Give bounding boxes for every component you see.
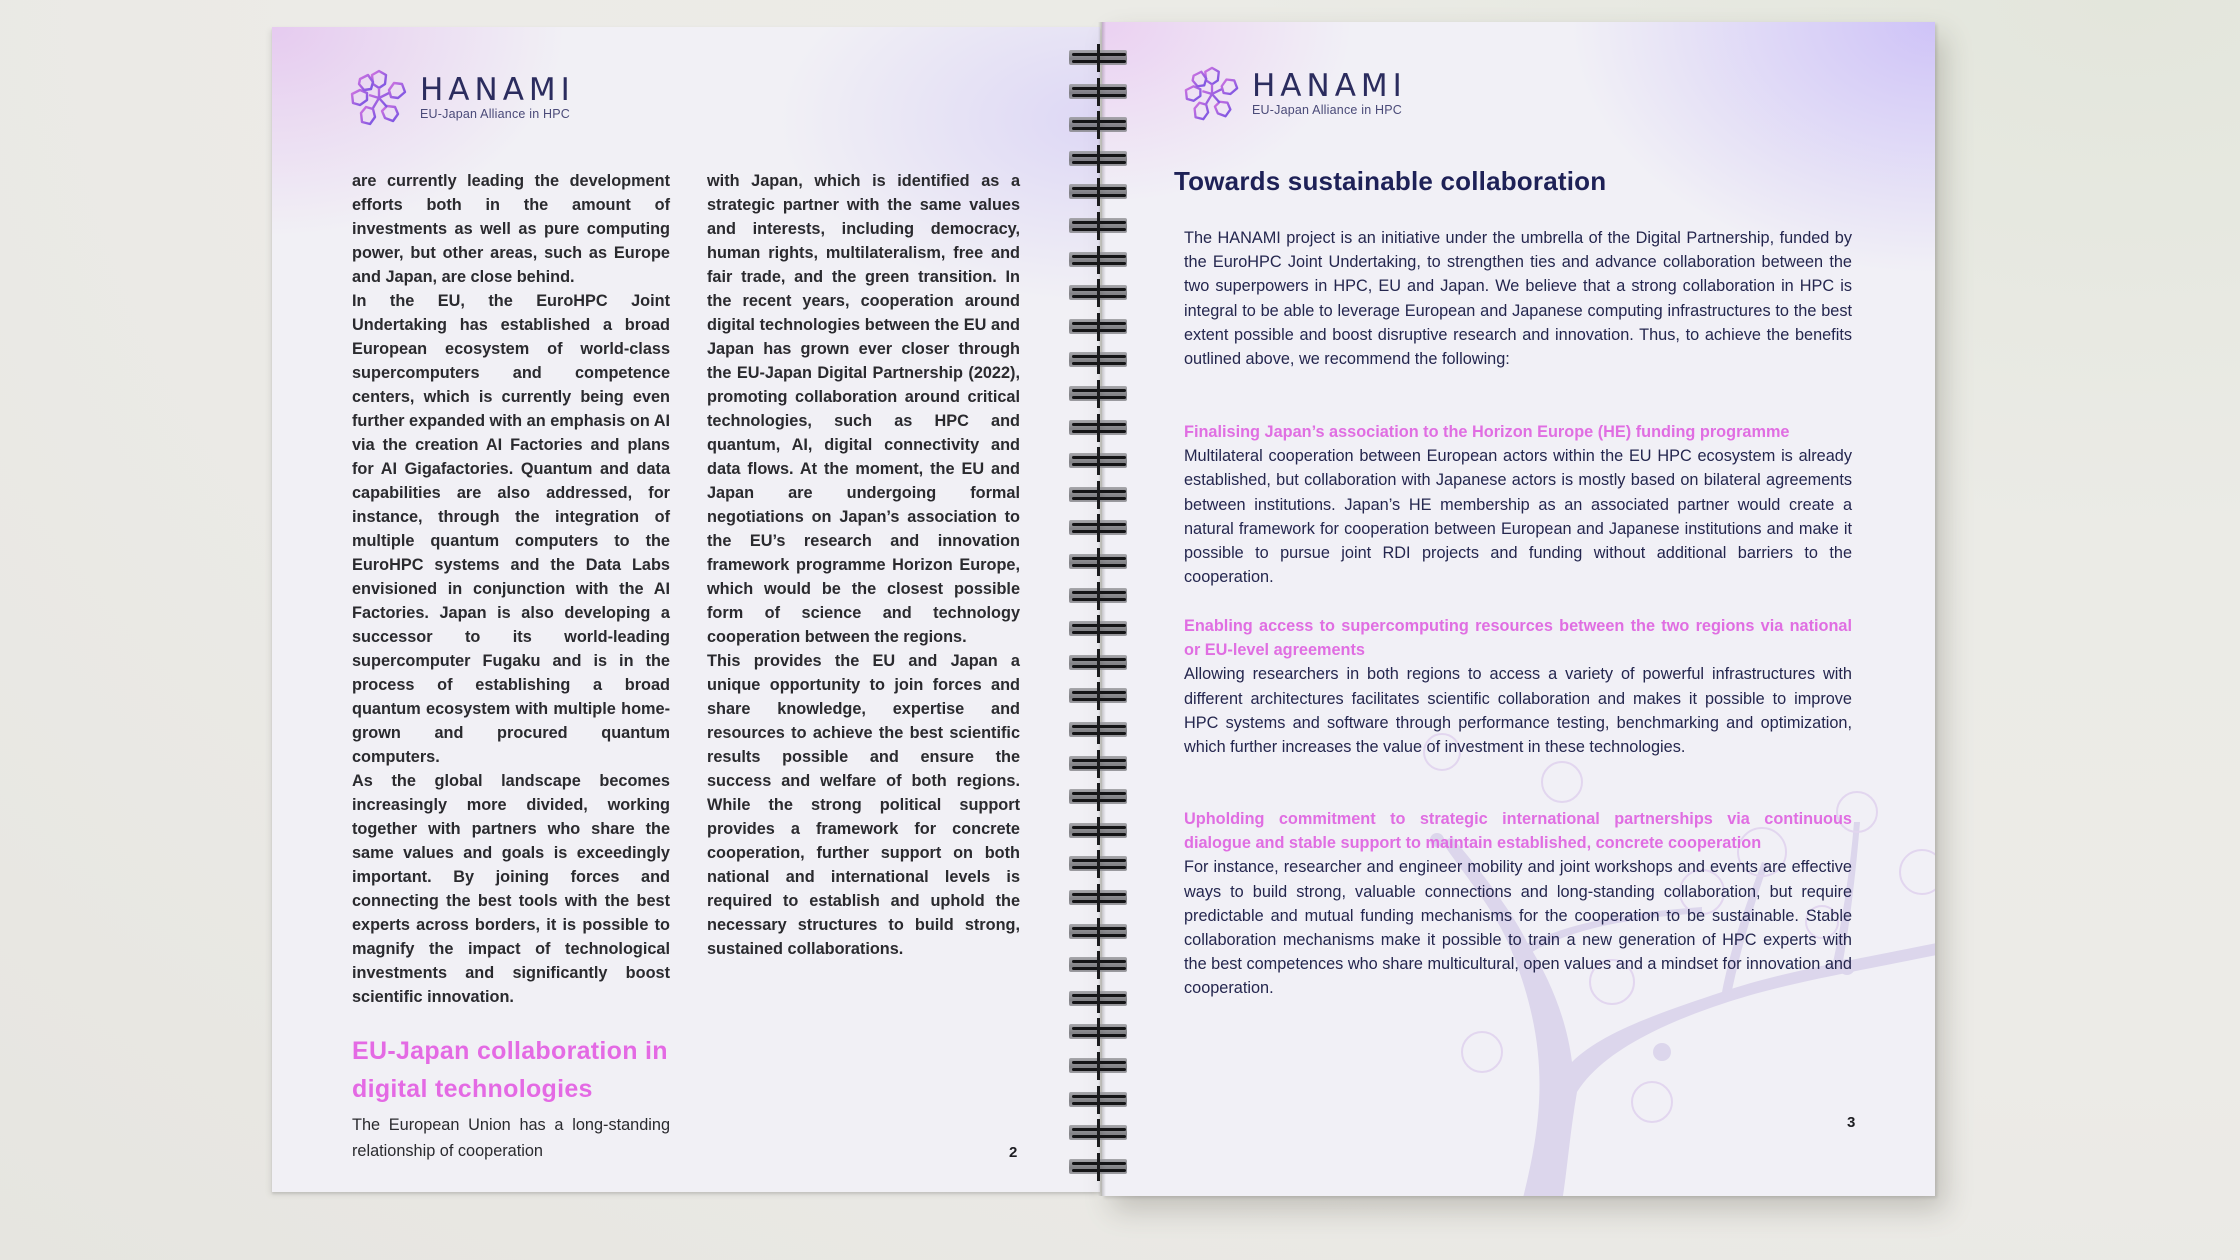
spiral-ring — [1066, 854, 1130, 876]
spiral-ring — [1066, 1123, 1130, 1145]
spiral-ring — [1066, 283, 1130, 305]
cherry-blossom-circuit-icon — [348, 67, 410, 129]
spiral-ring — [1066, 955, 1130, 977]
hanami-logo — [348, 67, 575, 129]
spiral-ring — [1066, 350, 1130, 372]
recommendation-heading: Enabling access to supercomputing resources between the two regions via national or EU-level agreements — [1184, 617, 1852, 660]
spiral-binding — [1066, 40, 1130, 1170]
spiral-ring — [1066, 888, 1130, 910]
left-page — [272, 27, 1100, 1192]
spiral-ring — [1066, 518, 1130, 540]
spiral-ring — [1066, 485, 1130, 507]
logo-name: HANAMI — [1252, 68, 1407, 105]
cherry-blossom-circuit-icon — [1182, 64, 1242, 124]
spiral-ring — [1066, 384, 1130, 406]
recommendation-3 — [1184, 807, 1852, 1001]
left-column-1 — [352, 169, 670, 1009]
paragraph: This provides the EU and Japan a unique opportunity to join forces and share knowledge, expertise and resources to achieve the best scientific results possible and ensure the success and welfare of both regions. While the strong political support provides a framework for concrete cooperation, further support on both national and international levels is required to establish and uphold the necessary structures to build strong, sustained collaborations. — [707, 652, 1020, 958]
spiral-ring — [1066, 149, 1130, 171]
logo-subtitle: EU-Japan Alliance in HPC — [1252, 103, 1403, 118]
left-column-2 — [707, 169, 1020, 961]
paragraph: The HANAMI project is an initiative under the umbrella of the Digital Partnership, funded by the EuroHPC Joint Undertaking, to strengthen ties and advance collaboration between the two superpowers in HPC, EU and Japan. We believe that a strong collaboration in HPC is integral to be able to leverage European and Japanese computing infrastructures to the best extent possible and boost disruptive research and innovation. Thus, to achieve the benefits outlined above, we recommend the following: — [1184, 229, 1852, 369]
paragraph: In the EU, the EuroHPC Joint Undertaking has established a broad European ecosystem of world-class supercomputers and competence centers, which is currently being even further expanded with an emphasis on AI via the creation AI Factories and plans for AI Gigafactories. Quantum and data capabilities are also addressed, for instance, through the integration of multiple quantum computers to the EuroHPC systems and the Data Labs envisioned in conjunction with the AI Factories. Japan is also developing a successor to its world-leading supercomputer Fugaku and is in the process of establishing a broad quantum ecosystem with multiple home-grown and procured quantum computers. — [352, 292, 670, 766]
intro-paragraph — [1184, 226, 1852, 371]
spiral-ring — [1066, 1090, 1130, 1112]
recommendation-body: Multilateral cooperation between European actors within the EU HPC ecosystem is already established, but collaboration with Japanese actors is mostly based on bilateral agreements between institutions. Japan’s HE membership as an associated partner would create a natural framework for cooperation between European and Japanese institutions and make it possible to pursue joint RDI projects and funding without additional barriers to the cooperation. — [1184, 447, 1852, 587]
spiral-ring — [1066, 1022, 1130, 1044]
paragraph: with Japan, which is identified as a strategic partner with the same values and interests, including democracy, human rights, multilateralism, free and fair trade, and the green transition. In the recent years, cooperation around digital technologies between the EU and Japan has grown ever closer through the EU-Japan Digital Partnership (2022), promoting collaboration around critical technologies, such as HPC and quantum, AI, digital connectivity and data flows. At the moment, the EU and Japan are undergoing formal negotiations on Japan’s association to the EU’s research and innovation framework programme Horizon Europe, which would be the closest possible form of science and technology cooperation between the regions. — [707, 172, 1020, 646]
logo-name: HANAMI — [420, 72, 575, 109]
page-title: Towards sustainable collaboration — [1174, 166, 1607, 196]
section-heading: EU-Japan collaboration in digital technologies — [352, 1037, 668, 1103]
spiral-ring — [1066, 686, 1130, 708]
spiral-ring — [1066, 821, 1130, 843]
spiral-ring — [1066, 653, 1130, 675]
recommendation-1 — [1184, 420, 1852, 589]
spiral-ring — [1066, 418, 1130, 440]
spiral-ring — [1066, 619, 1130, 641]
spiral-ring — [1066, 586, 1130, 608]
paragraph: are currently leading the development efforts both in the amount of investments as well as pure computing power, but other areas, such as Europe and Japan, are close behind. — [352, 172, 670, 286]
spiral-ring — [1066, 552, 1130, 574]
recommendation-body: For instance, researcher and engineer mobility and joint workshops and events are effective ways to build strong, valuable connections and long-standing collaboration, but require predictable and mutual funding mechanisms for the cooperation to be sustainable. Stable collaboration mechanisms make it possible to train a new generation of HPC experts with the best competences who share multicultural, open values and a mindset for innovation and cooperation. — [1184, 858, 1852, 998]
recommendation-heading: Upholding commitment to strategic international partnerships via continuous dialogue and stable support to maintain established, concrete cooperation — [1184, 810, 1852, 853]
spiral-ring — [1066, 754, 1130, 776]
spiral-ring — [1066, 250, 1130, 272]
spiral-ring — [1066, 82, 1130, 104]
spiral-ring — [1066, 216, 1130, 238]
recommendation-2 — [1184, 614, 1852, 759]
spiral-ring — [1066, 720, 1130, 742]
spiral-ring — [1066, 1056, 1130, 1078]
page-number: 2 — [1009, 1144, 1018, 1161]
recommendation-heading: Finalising Japan’s association to the Horizon Europe (HE) funding programme — [1184, 423, 1790, 441]
spiral-ring — [1066, 1157, 1130, 1179]
recommendation-body: Allowing researchers in both regions to access a variety of powerful infrastructures with different architectures facilitates scientific collaboration and makes it possible to improve HPC systems and software through performance testing, benchmarking and optimization, which further increases the value of investment in these technologies. — [1184, 665, 1852, 757]
spiral-ring — [1066, 48, 1130, 70]
spiral-ring — [1066, 317, 1130, 339]
section-intro: The European Union has a long-standing relationship of cooperation — [352, 1116, 670, 1160]
spiral-ring — [1066, 989, 1130, 1011]
right-page — [1102, 22, 1935, 1196]
paragraph: As the global landscape becomes increasingly more divided, working together with partners who share the same values and goals is exceedingly important. By joining forces and connecting the best tools with the best experts across borders, it is possible to magnify the impact of technological investments and significantly boost scientific innovation. — [352, 772, 670, 1006]
spiral-ring — [1066, 451, 1130, 473]
page-number: 3 — [1847, 1114, 1856, 1131]
hanami-logo — [1182, 64, 1407, 124]
spiral-ring — [1066, 182, 1130, 204]
spiral-ring — [1066, 115, 1130, 137]
logo-subtitle: EU-Japan Alliance in HPC — [420, 107, 571, 122]
spiral-ring — [1066, 922, 1130, 944]
spiral-ring — [1066, 787, 1130, 809]
